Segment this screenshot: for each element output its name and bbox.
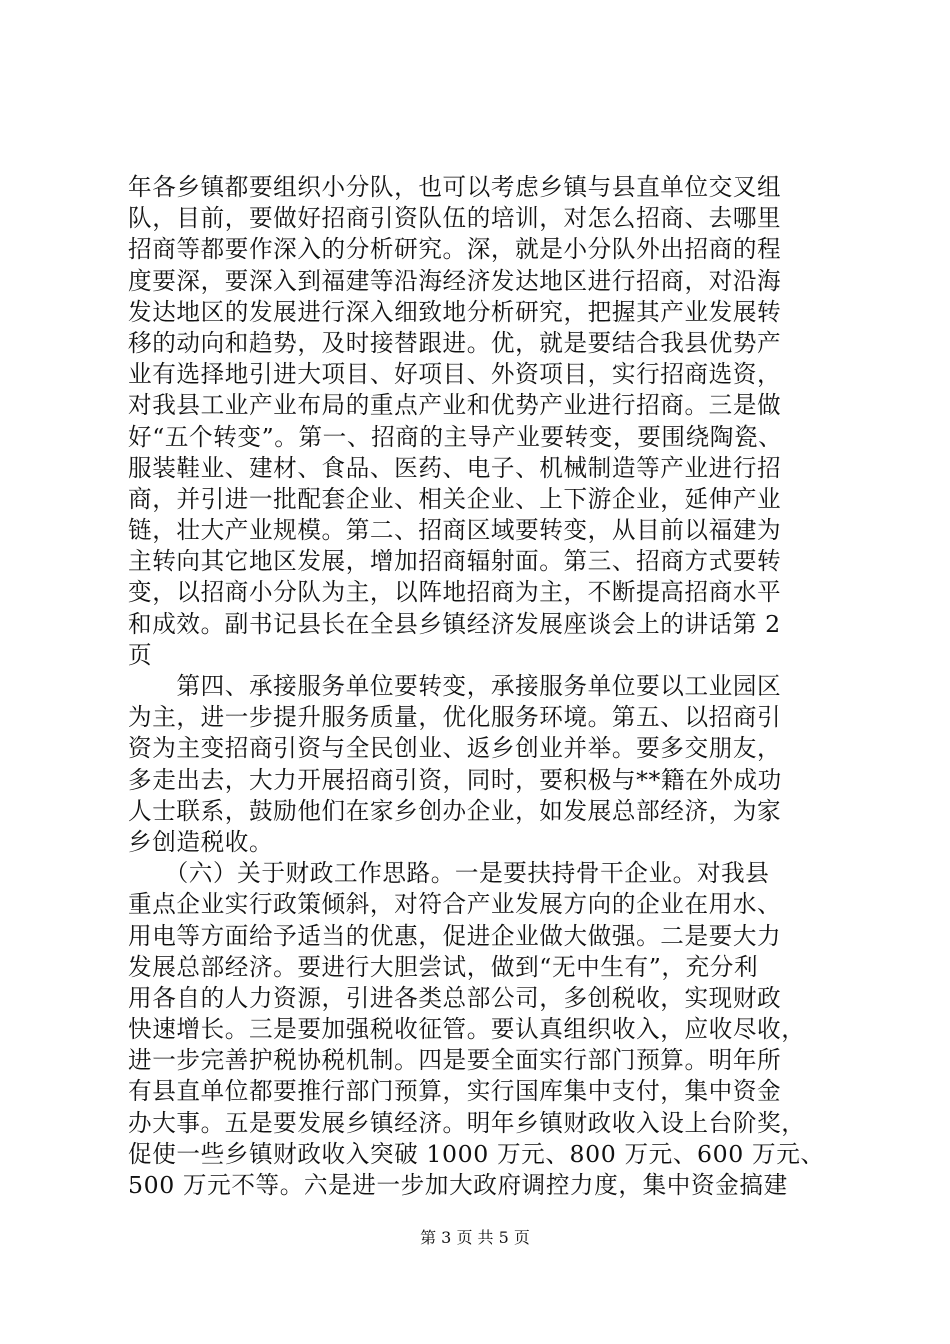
text-line: 发达地区的发展进行深入细致地分析研究，把握其产业发展转 [128,297,782,326]
paragraph-start-line: （六）关于财政工作思路。一是要扶持骨干企业。对我县 [128,859,770,888]
text-line: 服装鞋业、建材、食品、医药、电子、机械制造等产业进行招 [128,453,782,482]
text-line: 商，并引进一批配套企业、相关企业、上下游企业，延伸产业 [128,484,782,513]
page-footer [0,1228,950,1248]
text-line: 多走出去，大力开展招商引资，同时，要积极与**籍在外成功 [128,765,782,794]
text-line: 资为主变招商引资与全民创业、返乡创业并举。要多交朋友， [128,734,782,763]
text-line: 年各乡镇都要组织小分队，也可以考虑乡镇与县直单位交叉组 [128,173,782,201]
text-line: 和成效。副书记县长在全县乡镇经济发展座谈会上的讲话第 2 [128,609,781,638]
text-line: 移的动向和趋势，及时接替跟进。优，就是要结合我县优势产 [128,328,782,357]
text-line: 发展总部经济。要进行大胆尝试，做到“无中生有”，充分利 [128,952,759,981]
text-line: 重点企业实行政策倾斜，对符合产业发展方向的企业在用水、 [128,890,782,919]
text-line: 人士联系，鼓励他们在家乡创办企业，如发展总部经济，为家 [128,796,782,825]
text-line: 好“五个转变”。第一、招商的主导产业要转变，要围绕陶瓷、 [128,422,783,451]
document-body [128,172,824,1201]
text-line: 用各自的人力资源，引进各类总部公司，多创税收，实现财政 [128,983,782,1012]
text-line: 业有选择地引进大项目、好项目、外资项目，实行招商选资， [128,360,782,389]
text-line: 快速增长。三是要加强税收征管。要认真组织收入，应收尽收， [128,1015,806,1044]
text-line: 办大事。五是要发展乡镇经济。明年乡镇财政收入设上台阶奖， [128,1108,806,1137]
text-line: 乡创造税收。 [128,827,274,856]
text-line: 500 万元不等。六是进一步加大政府调控力度，集中资金搞建 [128,1171,788,1199]
page-number: 第 3 页 共 5 页 [420,1228,530,1247]
text-line: 页 [128,640,153,669]
text-line: 变，以招商小分队为主，以阵地招商为主，不断提高招商水平 [128,578,782,607]
text-line: 度要深，要深入到福建等沿海经济发达地区进行招商，对沿海 [128,266,782,295]
text-line: 招商等都要作深入的分析研究。深，就是小分队外出招商的程 [128,235,782,264]
paragraph-start-line: 第四、承接服务单位要转变，承接服务单位要以工业园区 [128,672,782,700]
text-line: 链，壮大产业规模。第二、招商区域要转变，从目前以福建为 [128,516,782,545]
text-line: 为主，进一步提升服务质量，优化服务环境。第五、以招商引 [128,703,782,732]
text-line: 有县直单位都要推行部门预算，实行国库集中支付，集中资金 [128,1077,782,1106]
text-line: 对我县工业产业布局的重点产业和优势产业进行招商。三是做 [128,391,782,420]
text-line: 促使一些乡镇财政收入突破 1000 万元、800 万元、600 万元、 [128,1139,825,1168]
text-line: 主转向其它地区发展，增加招商辐射面。第三、招商方式要转 [128,547,782,576]
text-line: 进一步完善护税协税机制。四是要全面实行部门预算。明年所 [128,1046,782,1075]
text-line: 队，目前，要做好招商引资队伍的培训，对怎么招商、去哪里 [128,204,782,233]
text-line: 用电等方面给予适当的优惠，促进企业做大做强。二是要大力 [128,921,782,950]
